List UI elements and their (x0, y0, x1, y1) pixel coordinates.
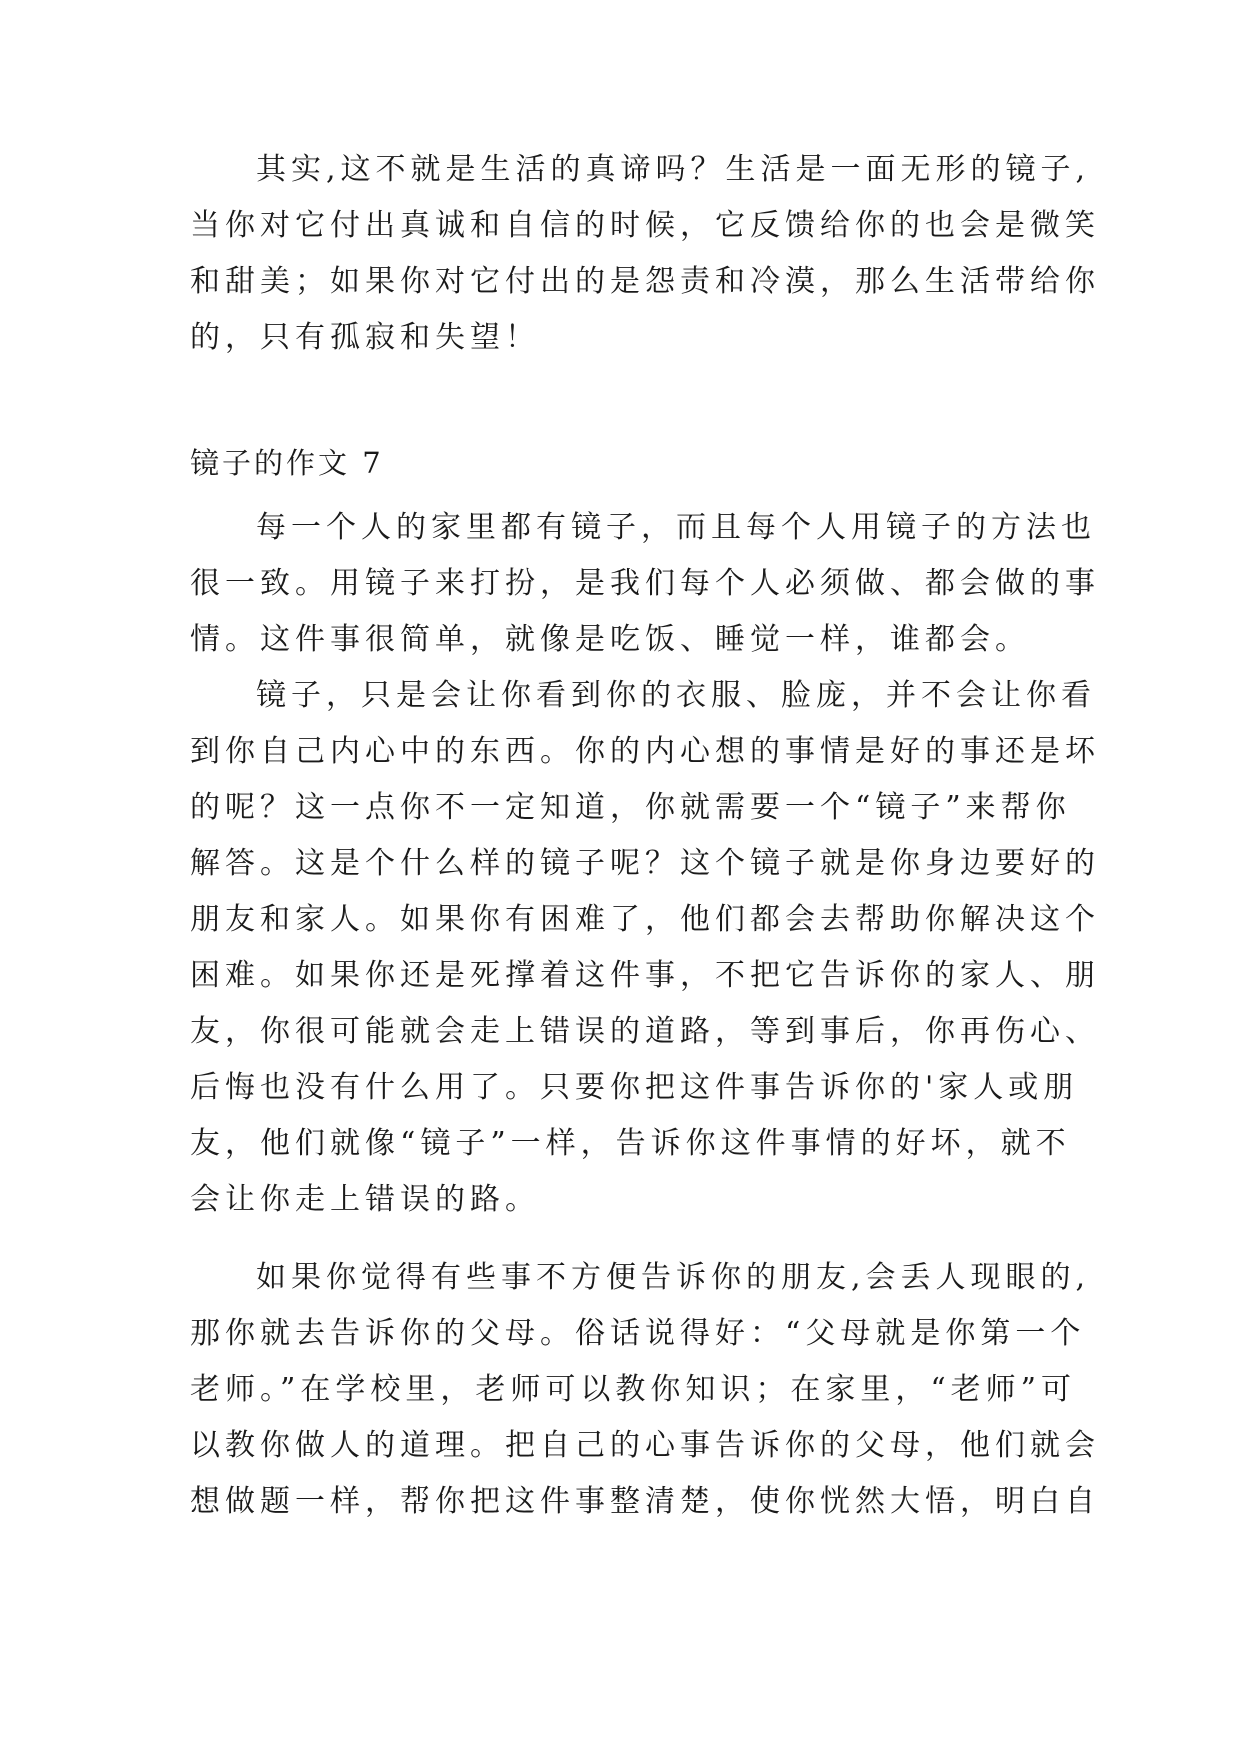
text-line: 以教你做人的道理。把自己的心事告诉你的父母，他们就会 (190, 1428, 1100, 1463)
text-line: 当你对它付出真诚和自信的时候，它反馈给你的也会是微笑 (190, 208, 1100, 243)
text-line: 情。这件事很简单，就像是吃饭、睡觉一样，谁都会。 (190, 622, 1030, 657)
text-line: 老师。”在学校里，老师可以教你知识；在家里，“老师”可 (190, 1372, 1077, 1407)
text-line: 如果你觉得有些事不方便告诉你的朋友,会丢人现眼的, (256, 1260, 1091, 1295)
text-line: 的呢？这一点你不一定知道，你就需要一个“镜子”来帮你 (190, 790, 1071, 825)
text-line: 其实,这不就是生活的真谛吗？生活是一面无形的镜子, (256, 152, 1091, 187)
text-line: 会让你走上错误的路。 (190, 1182, 540, 1217)
text-line: 困难。如果你还是死撑着这件事，不把它告诉你的家人、朋 (190, 958, 1100, 993)
text-line: 朋友和家人。如果你有困难了，他们都会去帮助你解决这个 (190, 902, 1100, 937)
essay-heading: 镜子的作文 7 (190, 446, 384, 480)
text-line: 镜子，只是会让你看到你的衣服、脸庞，并不会让你看 (256, 678, 1096, 713)
text-line: 每一个人的家里都有镜子，而且每个人用镜子的方法也 (256, 510, 1096, 545)
text-line: 友，你很可能就会走上错误的道路，等到事后，你再伤心、 (190, 1014, 1100, 1049)
text-line: 后悔也没有什么用了。只要你把这件事告诉你的'家人或朋 (190, 1070, 1079, 1105)
text-line: 解答。这是个什么样的镜子呢？这个镜子就是你身边要好的 (190, 846, 1100, 881)
text-line: 和甜美；如果你对它付出的是怨责和冷漠，那么生活带给你 (190, 264, 1100, 299)
text-line: 友，他们就像“镜子”一样，告诉你这件事情的好坏，就不 (190, 1126, 1071, 1161)
text-line: 到你自己内心中的东西。你的内心想的事情是好的事还是坏 (190, 734, 1100, 769)
text-line: 的，只有孤寂和失望！ (190, 320, 540, 355)
text-line: 想做题一样，帮你把这件事整清楚，使你恍然大悟，明白自 (190, 1484, 1100, 1519)
text-line: 很一致。用镜子来打扮，是我们每个人必须做、都会做的事 (190, 566, 1100, 601)
text-line: 那你就去告诉你的父母。俗话说得好：“父母就是你第一个 (190, 1316, 1086, 1351)
